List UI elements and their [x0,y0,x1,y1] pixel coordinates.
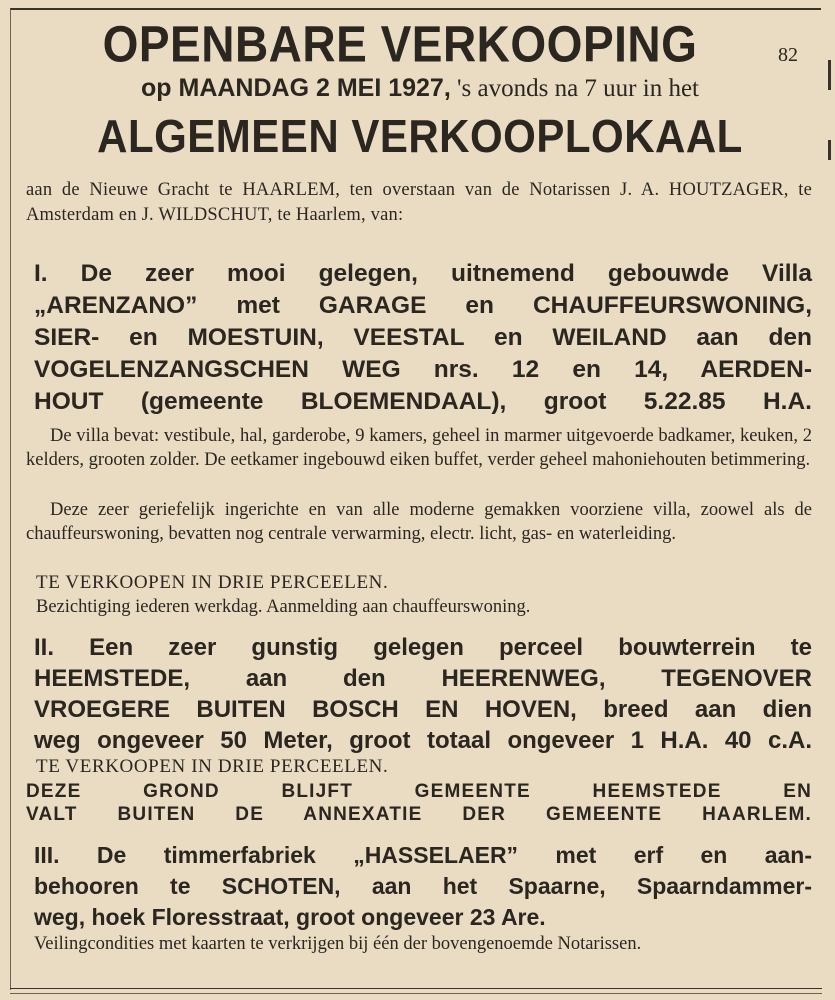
bottom-rule-secondary [10,993,822,994]
annexation-line: DEZE GROND BLIJFT GEMEENTE HEEMSTEDE EN [26,781,812,802]
lot-1-description: De villa bevat: vestibule, hal, garderobe, 9 kamers, geheel in marmer uitgevoerde badkamer, keuken, 2 kelders, grooten zolder. De eetkamer ingebouwd eiken buffet, verder geheel mahoniehouten betimmering. [26,426,812,470]
lot-2-line: II. Een zeer gunstig gelegen perceel bouwterrein te [34,634,812,661]
auction-time: 's avonds na 7 uur in het [450,75,699,102]
bottom-rule [10,988,822,989]
venue-name: ALGEMEEN VERKOOPLOKAAL [97,110,743,162]
lot-1-sale-note: TE VERKOOPEN IN DRIE PERCEELEN. [36,572,389,593]
lot-3-line: behooren te SCHOTEN, aan het Spaarne, Spaarndammer- [34,873,812,899]
lot-1-line: SIER- en MOESTUIN, VEESTAL en WEILAND aan den [34,324,812,351]
lot-2-heading [34,632,812,756]
lot-3-heading [34,840,812,933]
lot-2-line: HEEMSTEDE, aan den HEERENWEG, TEGENOVER [34,665,812,692]
lot-2-line: weg ongeveer 50 Meter, groot totaal ongeveer 1 H.A. 40 c.A. [34,727,812,754]
column-edge-mark [828,140,831,160]
lot-2-line: VROEGERE BUITEN BOSCH EN HOVEN, breed aan dien [34,696,812,723]
column-edge-mark [828,60,831,90]
lot-2-annexation-note [26,780,812,826]
lot-2-sale-note: TE VERKOOPEN IN DRIE PERCEELEN. [36,756,389,777]
page-number: 82 [778,44,798,66]
lot-1-line: VOGELENZANGSCHEN WEG nrs. 12 en 14, AERDEN- [34,356,812,383]
lot-3-line: weg, hoek Floresstraat, groot ongeveer 23 Are. [34,904,546,930]
lot-1-heading [34,258,812,418]
lot-1-description-2: Deze zeer geriefelijk ingerichte en van alle moderne gemakken voorziene villa, zoowel als de chauffeurswoning, bevatten nog centrale verwarming, electr. licht, gas- en waterleiding. [26,500,812,544]
intro-paragraph: aan de Nieuwe Gracht te HAARLEM, ten overstaan van de Notarissen J. A. HOUTZAGER, te Amsterdam en J. WILDSCHUT, te Haarlem, van: [26,180,812,225]
lot-1-line: I. De zeer mooi gelegen, uitnemend gebouwde Villa [34,260,812,287]
lot-1-viewing-note: Bezichtiging iederen werkdag. Aanmelding aan chauffeurswoning. [36,597,531,617]
lot-1-line: HOUT (gemeente BLOEMENDAAL), groot 5.22.85 H.A. [34,388,812,415]
lot-1-line: „ARENZANO” met GARAGE en CHAUFFEURSWONING, [34,292,812,319]
annexation-line: VALT BUITEN DE ANNEXATIE DER GEMEENTE HAARLEM. [26,804,812,825]
auction-date: op MAANDAG 2 MEI 1927, [141,74,451,102]
auction-date-line [40,74,800,103]
lot-3-line: III. De timmerfabriek „HASSELAER” met erf en aan- [34,842,812,868]
auction-conditions: Veilingcondities met kaarten te verkrijgen bij één der bovengenoemde Notarissen. [34,934,642,954]
ad-title: OPENBARE VERKOOPING [102,15,698,73]
